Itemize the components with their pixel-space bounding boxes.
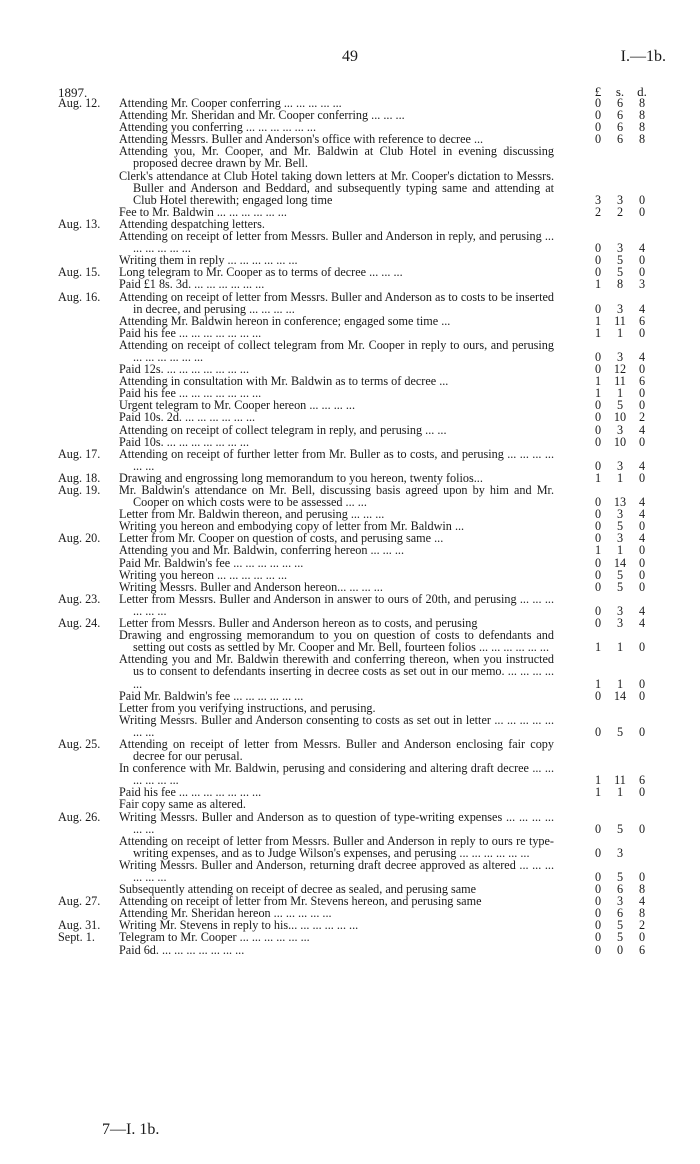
pounds-value: 0	[594, 458, 602, 473]
pence-value: 8	[638, 882, 646, 897]
entry-description: Attending you and Mr. Baldwin therewith and conferring thereon, when you instructed us to consent to defendants inserting in decree costs as set out in our memo. ... ... ... ... ...	[119, 652, 554, 691]
entry-date: Aug. 15.	[58, 265, 101, 280]
ledger-entry	[0, 714, 700, 738]
entry-amount	[587, 569, 675, 581]
entry-description: Letter from Mr. Baldwin thereon, and perusing ... ... ...	[119, 507, 385, 522]
entry-description: Attending Mr. Sheridan and Mr. Cooper conferring ... ... ...	[119, 108, 405, 123]
pounds-value: 0	[594, 96, 602, 110]
shillings-value: 5	[616, 724, 624, 739]
entry-date: Aug. 18.	[58, 470, 101, 485]
pounds-value: 1	[594, 676, 602, 691]
entry-amount	[587, 327, 675, 339]
entry-amount	[587, 278, 675, 290]
ledger-entry	[0, 859, 700, 883]
entry-description: Fee to Mr. Baldwin ... ... ... ... ... ...	[119, 204, 287, 219]
shillings-value: 6	[616, 132, 624, 147]
pounds-value: 0	[594, 253, 602, 268]
shillings-value: 3	[616, 531, 624, 546]
shillings-value: 5	[616, 579, 624, 594]
shillings-value: 10	[613, 410, 627, 425]
pounds-value: 1	[594, 470, 602, 485]
pounds-value: 0	[594, 241, 602, 256]
pounds-value: 0	[594, 918, 602, 933]
pence-value: 0	[638, 362, 646, 377]
entry-amount	[587, 424, 675, 436]
ledger-entry	[0, 593, 700, 617]
shillings-value: 14	[613, 688, 627, 703]
entry-description: Attending on receipt of letter from Messrs. Buller and Anderson in reply to ours re type-writing expenses, and as to Judge Wilson's expenses, and perusing ... ... ... ... ... ...	[119, 833, 554, 860]
shillings-value: 11	[614, 773, 626, 788]
pence-value: 2	[638, 918, 646, 933]
entry-description: Paid 12s. ... ... ... ... ... ... ...	[119, 362, 250, 377]
shillings-value: 5	[616, 398, 624, 413]
entry-amount	[587, 133, 675, 145]
entry-amount	[587, 581, 675, 593]
pounds-value: 0	[594, 821, 602, 836]
shillings-value: 3	[616, 458, 624, 473]
entry-date: Aug. 17.	[58, 446, 101, 461]
entry-amount	[587, 726, 675, 738]
pounds-value: 0	[594, 519, 602, 534]
ledger-entry	[0, 484, 700, 508]
entry-amount	[587, 944, 675, 956]
pence-value: 0	[638, 555, 646, 570]
ledger-entry	[0, 738, 700, 762]
ledger-entry	[0, 544, 700, 556]
pounds-value: 0	[594, 688, 602, 703]
pounds-value: 1	[594, 386, 602, 401]
pounds-value: 2	[594, 204, 602, 219]
entry-description: Attending in consultation with Mr. Baldwin as to terms of decree ...	[119, 374, 449, 389]
entry-description: Drawing and engrossing long memorandum to you hereon, twenty folios...	[119, 470, 483, 485]
shillings-value: 3	[616, 507, 624, 522]
pence-value: 0	[638, 398, 646, 413]
entry-description: Writing Messrs. Buller and Anderson, returning draft decree approved as altered ... ... ... ... ... ...	[119, 857, 554, 884]
entry-description: Attending despatching letters.	[119, 216, 265, 231]
ledger-entry	[0, 835, 700, 859]
ledger-entry	[0, 424, 700, 436]
pounds-value: 0	[594, 132, 602, 147]
shillings-value: 11	[614, 374, 626, 389]
entry-description: Attending you conferring ... ... ... ... ... ...	[119, 120, 316, 135]
shillings-value: 5	[616, 821, 624, 836]
entry-description: Letter from Messrs. Buller and Anderson in answer to ours of 20th, and perusing ... ... ... ... ... ...	[119, 591, 554, 618]
pence-value: 8	[638, 108, 646, 123]
shillings-value: 3	[616, 603, 624, 618]
entry-amount	[587, 823, 675, 835]
pence-value: 0	[638, 470, 646, 485]
pounds-value: 1	[594, 773, 602, 788]
pounds-value: 0	[594, 301, 602, 316]
pence-value: 4	[638, 894, 646, 909]
entry-description: Attending on receipt of letter from Messrs. Buller and Anderson in reply, and perusing ... ... ... ... ... ...	[119, 229, 554, 256]
shillings-value: 6	[616, 120, 624, 135]
ledger-entry	[0, 230, 700, 254]
pounds-value: 0	[594, 579, 602, 594]
shillings-value: 10	[613, 434, 627, 449]
entry-description: Attending you, Mr. Cooper, and Mr. Baldwin at Club Hotel in evening discussing proposed decree drawn by Mr. Bell.	[119, 144, 554, 171]
year-heading: 1897.	[58, 85, 88, 100]
shillings-header: s.	[615, 84, 625, 99]
pence-value: 4	[638, 458, 646, 473]
pence-value: 4	[638, 507, 646, 522]
entry-description: Attending Mr. Baldwin hereon in conference; engaged some time ...	[119, 313, 451, 328]
pence-value: 4	[638, 301, 646, 316]
ledger-entry	[0, 206, 700, 218]
shillings-value: 3	[616, 894, 624, 909]
pence-value: 8	[638, 96, 646, 110]
document-reference: I.—1b.	[620, 48, 666, 65]
shillings-value: 5	[616, 870, 624, 884]
pounds-value: 0	[594, 567, 602, 582]
entry-description: Attending on receipt of letter from Messrs. Buller and Anderson enclosing fair copy decree for our perusal.	[119, 736, 554, 764]
pence-value: 0	[638, 204, 646, 219]
shillings-value: 5	[616, 253, 624, 268]
entry-description: Paid Mr. Baldwin's fee ... ... ... ... ... ...	[119, 688, 304, 703]
entry-description: Writing you hereon ... ... ... ... ... ...	[119, 567, 288, 582]
entry-description: Paid Mr. Baldwin's fee ... ... ... ... ... ...	[119, 555, 304, 570]
shillings-value: 1	[616, 543, 624, 558]
pounds-value: 0	[594, 507, 602, 522]
ledger-entry	[0, 653, 700, 689]
ledger-entry	[0, 811, 700, 835]
pence-value: 0	[638, 870, 646, 884]
pounds-value: 0	[594, 531, 602, 546]
pence-value: 3	[638, 277, 646, 292]
shillings-value: 5	[616, 918, 624, 933]
entry-description: Letter from Mr. Cooper on question of costs, and perusing same ...	[119, 531, 444, 546]
shillings-value: 5	[616, 519, 624, 534]
shillings-value: 3	[616, 422, 624, 437]
entry-description: Attending on receipt of collect telegram in reply, and perusing ... ...	[119, 422, 447, 437]
entry-description: Paid 10s. 2d. ... ... ... ... ... ...	[119, 410, 256, 425]
pence-value: 8	[638, 132, 646, 147]
pounds-value: 0	[594, 422, 602, 437]
shillings-value: 2	[616, 204, 624, 219]
pence-value: 0	[638, 434, 646, 449]
ledger-entry	[0, 629, 700, 653]
pounds-value: 0	[594, 603, 602, 618]
entry-description: Attending you and Mr. Baldwin, conferring hereon ... ... ...	[119, 543, 404, 558]
entry-description: Paid his fee ... ... ... ... ... ... ...	[119, 785, 262, 800]
ledger-entry	[0, 411, 700, 423]
ledger-entry	[0, 170, 700, 206]
pounds-value: 0	[594, 265, 602, 280]
pence-value: 4	[638, 422, 646, 437]
pounds-value: 1	[594, 374, 602, 389]
shillings-value: 3	[616, 192, 624, 207]
shillings-value: 3	[616, 349, 624, 364]
entry-description: Writing Mr. Stevens in reply to his... ... ... ... ... ...	[119, 918, 359, 933]
pence-value: 8	[638, 120, 646, 135]
ledger-entry	[0, 762, 700, 786]
shillings-value: 3	[616, 301, 624, 316]
ledger-entry	[0, 315, 700, 327]
ledger-entry	[0, 798, 700, 810]
entry-description: Writing Messrs. Buller and Anderson consenting to costs as set out in letter ... ... ... ... ... ... ...	[119, 712, 554, 739]
pounds-value: 0	[594, 108, 602, 123]
ledger-entry	[0, 786, 700, 798]
pounds-value: 0	[594, 410, 602, 425]
shillings-value: 3	[616, 241, 624, 256]
pence-value: 4	[638, 495, 646, 510]
pounds-value: 0	[594, 555, 602, 570]
pounds-value: 1	[594, 325, 602, 340]
entry-description: Attending on receipt of letter from Mr. Stevens hereon, and perusing same	[119, 894, 482, 909]
entry-amount	[587, 641, 675, 653]
pounds-value: 1	[594, 640, 602, 655]
entry-amount	[587, 315, 675, 327]
pence-header: d.	[637, 84, 647, 99]
ledger-entry	[0, 339, 700, 363]
pence-value: 6	[638, 942, 646, 957]
entry-date: Aug. 27.	[58, 894, 101, 909]
shillings-value: 6	[616, 96, 624, 110]
pounds-value: 0	[594, 349, 602, 364]
entry-description: Mr. Baldwin's attendance on Mr. Bell, discussing basis agreed upon by him and Mr. Cooper on which costs were to be assessed ... ...	[119, 483, 554, 510]
shillings-value: 6	[616, 906, 624, 921]
pence-value: 4	[638, 349, 646, 364]
entry-description: Attending Mr. Cooper conferring ... ... ... ... ...	[119, 96, 342, 110]
page-number: 49	[342, 48, 358, 65]
pounds-value: 1	[594, 543, 602, 558]
pence-value: 0	[638, 640, 646, 655]
entry-amount	[587, 690, 675, 702]
shillings-value: 12	[613, 362, 627, 377]
entry-date: Sept. 1.	[58, 930, 95, 945]
shillings-value: 5	[616, 930, 624, 945]
entry-description: Fair copy same as altered.	[119, 797, 246, 812]
ledger-entry	[0, 278, 700, 290]
entry-date: Aug. 31.	[58, 918, 101, 933]
pence-value: 4	[638, 241, 646, 256]
entry-description: Writing Messrs. Buller and Anderson as to question of type-writing expenses ... ... ... ... ... ...	[119, 809, 554, 836]
pounds-value: 0	[594, 398, 602, 413]
entry-date: Aug. 13.	[58, 216, 101, 231]
entry-description: Paid 10s. ... ... ... ... ... ... ...	[119, 434, 250, 449]
entry-description: Long telegram to Mr. Cooper as to terms of decree ... ... ...	[119, 265, 403, 280]
pounds-value: 1	[594, 785, 602, 800]
entry-date: Aug. 20.	[58, 531, 101, 546]
entry-description: Writing you hereon and embodying copy of letter from Mr. Baldwin ...	[119, 519, 465, 534]
entry-date: Aug. 23.	[58, 591, 101, 606]
shillings-value: 1	[616, 386, 624, 401]
pence-value: 0	[638, 386, 646, 401]
entry-description: Drawing and engrossing memorandum to you on question of costs to defendants and setting out costs as settled by Mr. Cooper and Mr. Bell, fourteen folios ... ... ... ... ... ...	[119, 628, 554, 655]
pounds-value: 0	[594, 882, 602, 897]
entry-amount	[587, 303, 675, 315]
shillings-value: 13	[613, 495, 627, 510]
pence-value: 0	[638, 543, 646, 558]
pence-value: 4	[638, 531, 646, 546]
shillings-value: 8	[616, 277, 624, 292]
pence-value: 0	[638, 930, 646, 945]
pence-value: 4	[638, 616, 646, 631]
pence-value: 0	[638, 785, 646, 800]
pence-value: 0	[638, 265, 646, 280]
ledger-entry	[0, 569, 700, 581]
ledger-entries	[0, 97, 700, 956]
pounds-value: 1	[594, 277, 602, 292]
entry-description: In conference with Mr. Baldwin, perusing and considering and altering draft decree ... ... ... ... ... ...	[119, 761, 554, 788]
ledger-entry	[0, 690, 700, 702]
entry-description: Paid his fee ... ... ... ... ... ... ...	[119, 325, 262, 340]
entry-description: Telegram to Mr. Cooper ... ... ... ... ... ...	[119, 930, 310, 945]
entry-description: Subsequently attending on receipt of decree as sealed, and perusing same	[119, 882, 477, 897]
entry-amount	[587, 411, 675, 423]
ledger-entry	[0, 145, 700, 169]
entry-date: Aug. 19.	[58, 483, 101, 497]
entry-date: Aug. 25.	[58, 736, 101, 751]
ledger-entry	[0, 448, 700, 472]
entry-description: Letter from Messrs. Buller and Anderson hereon as to costs, and perusing	[119, 616, 478, 631]
pence-value: 2	[638, 410, 646, 425]
pence-value: 0	[638, 567, 646, 582]
shillings-value: 11	[614, 313, 626, 328]
pounds-value: 0	[594, 930, 602, 945]
pence-value: 0	[638, 821, 646, 836]
shillings-value: 5	[616, 567, 624, 582]
pounds-value: 0	[594, 434, 602, 449]
pounds-value: 1	[594, 313, 602, 328]
pence-value: 0	[638, 253, 646, 268]
entry-description: Attending Messrs. Buller and Anderson's office with reference to decree ...	[119, 132, 484, 147]
pounds-value: 3	[594, 192, 602, 207]
entry-description: Paid £1 8s. 3d. ... ... ... ... ... ...	[119, 277, 265, 292]
entry-description: Attending on receipt of letter from Messrs. Buller and Anderson as to costs to be inserted in decree, and perusing ... ... ... ...	[119, 289, 554, 316]
entry-amount	[587, 678, 675, 690]
pence-value: 8	[638, 906, 646, 921]
entry-amount	[587, 206, 675, 218]
shillings-value: 3	[616, 616, 624, 631]
entry-description: Paid his fee ... ... ... ... ... ... ...	[119, 386, 262, 401]
pounds-value: 0	[594, 616, 602, 631]
shillings-value: 0	[616, 942, 624, 957]
pence-value: 0	[638, 519, 646, 534]
pounds-value: 0	[594, 906, 602, 921]
pence-value: 6	[638, 313, 646, 328]
shillings-value: 1	[616, 640, 624, 655]
shillings-value: 1	[616, 676, 624, 691]
entry-date: Aug. 16.	[58, 289, 101, 304]
entry-description: Clerk's attendance at Club Hotel taking down letters at Mr. Cooper's dictation to Messrs. Buller and Anderson and Beddard, and subsequently typing same and attending at Club Hotel therewith; engaged long time	[119, 168, 554, 207]
entry-amount	[587, 557, 675, 569]
pounds-value: 0	[594, 845, 602, 860]
ledger-entry	[0, 702, 700, 714]
pence-value: 0	[638, 676, 646, 691]
entry-amount	[587, 931, 675, 943]
ledger-entry	[0, 931, 700, 943]
entry-description: Paid 6d. ... ... ... ... ... ... ...	[119, 942, 245, 957]
entry-description: Writing them in reply ... ... ... ... ... ...	[119, 253, 298, 268]
ledger-entry	[0, 557, 700, 569]
pounds-value: 0	[594, 120, 602, 135]
pence-value: 4	[638, 603, 646, 618]
pounds-value: 0	[594, 724, 602, 739]
entry-description: Attending on receipt of collect telegram from Mr. Cooper in reply to ours, and perusing ... ... ... ... ... ...	[119, 337, 554, 364]
entry-date: Aug. 26.	[58, 809, 101, 824]
shillings-value: 14	[613, 555, 627, 570]
pounds-value: 0	[594, 362, 602, 377]
pounds-header: £	[594, 84, 602, 99]
entry-description: Writing Messrs. Buller and Anderson hereon... ... ... ...	[119, 579, 383, 594]
pence-value: 0	[638, 688, 646, 703]
entry-description: Attending on receipt of further letter from Mr. Buller as to costs, and perusing ... ... ... ... ... ...	[119, 446, 554, 473]
entry-description: Attending Mr. Sheridan hereon ... ... ... ... ...	[119, 906, 332, 921]
pounds-value: 0	[594, 870, 602, 884]
shillings-value: 3	[616, 845, 624, 860]
entry-amount	[587, 472, 675, 484]
pounds-value: 0	[594, 942, 602, 957]
shillings-value: 1	[616, 470, 624, 485]
pence-value: 0	[638, 192, 646, 207]
entry-description: Urgent telegram to Mr. Cooper hereon ... ... ... ...	[119, 398, 356, 413]
shillings-value: 6	[616, 108, 624, 123]
entry-amount	[587, 544, 675, 556]
entry-description: Letter from you verifying instructions, and perusing.	[119, 700, 376, 715]
entry-date: Aug. 24.	[58, 616, 101, 631]
pence-value: 0	[638, 579, 646, 594]
pence-value: 6	[638, 374, 646, 389]
ledger-entry	[0, 436, 700, 448]
pounds-value: 0	[594, 894, 602, 909]
pounds-value: 0	[594, 495, 602, 510]
ledger-entry	[0, 291, 700, 315]
shillings-value: 5	[616, 265, 624, 280]
entry-amount	[587, 847, 675, 859]
entry-date: Aug. 12.	[58, 96, 101, 110]
shillings-value: 6	[616, 882, 624, 897]
pence-value: 6	[638, 773, 646, 788]
shillings-value: 1	[616, 785, 624, 800]
page-footer: 7—I. 1b.	[102, 1121, 160, 1138]
entry-amount	[587, 436, 675, 448]
pence-value: 0	[638, 325, 646, 340]
entry-amount	[587, 617, 675, 629]
ledger-entry	[0, 944, 700, 956]
entry-amount	[587, 786, 675, 798]
shillings-value: 1	[616, 325, 624, 340]
pence-value: 0	[638, 724, 646, 739]
